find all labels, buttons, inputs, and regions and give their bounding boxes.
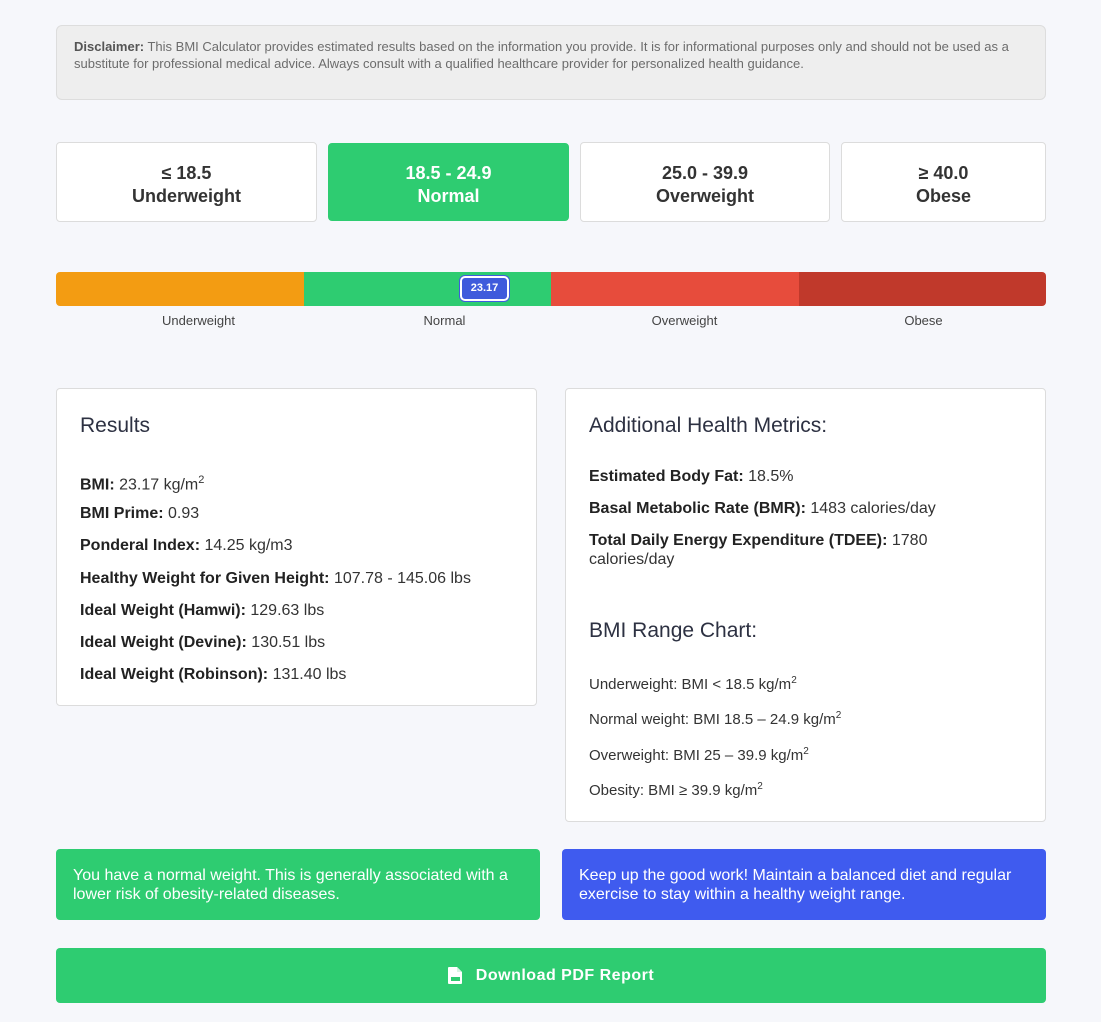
health-metrics-title: Additional Health Metrics: xyxy=(589,414,828,437)
ideal-weight-hamwi-value: 129.63 lbs xyxy=(245,602,325,619)
health-metrics-panel xyxy=(565,388,1046,822)
category-card-obese xyxy=(841,142,1046,222)
ponderal-index-row xyxy=(80,536,293,555)
ideal-weight-robinson-row xyxy=(80,665,346,684)
range-overweight xyxy=(589,746,809,764)
ideal-weight-devine-label: Ideal Weight (Devine): xyxy=(80,634,247,651)
range-underweight-text: Underweight: BMI < 18.5 kg/m xyxy=(589,676,792,693)
bmi-unit-exponent: 2 xyxy=(198,474,205,486)
bmr-label: Basal Metabolic Rate (BMR): xyxy=(589,500,806,517)
bmi-prime-value: 0.93 xyxy=(163,505,200,522)
advice-message: Keep up the good work! Maintain a balanced diet and regular exercise to stay within a healthy weight range. xyxy=(562,849,1046,920)
body-fat-label: Estimated Body Fat: xyxy=(589,468,744,485)
bmr-value: 1483 calories/day xyxy=(805,500,936,517)
category-name: Underweight xyxy=(131,186,241,206)
category-name: Normal xyxy=(417,186,480,206)
range-overweight-text: Overweight: BMI 25 – 39.9 kg/m xyxy=(589,747,804,764)
scale-segment-underweight xyxy=(56,272,304,306)
tdee-value: 1780 xyxy=(887,532,928,549)
range-exponent: 2 xyxy=(757,781,763,792)
download-pdf-label: Download PDF Report xyxy=(475,966,655,984)
category-card-overweight xyxy=(580,142,830,222)
tdee-unit: calories/day xyxy=(589,551,675,568)
download-pdf-button[interactable] xyxy=(56,948,1046,1003)
scale-label-underweight: Underweight xyxy=(162,313,235,328)
bmi-scale-bar xyxy=(56,272,1046,306)
healthy-weight-label: Healthy Weight for Given Height: xyxy=(80,570,330,587)
weight-status-message: You have a normal weight. This is generally associated with a lower risk of obesity-related diseases. xyxy=(56,849,540,920)
scale-segment-obese xyxy=(799,272,1047,306)
range-exponent: 2 xyxy=(803,746,809,757)
ideal-weight-devine-row xyxy=(80,633,325,652)
ideal-weight-robinson-value: 131.40 lbs xyxy=(268,666,347,683)
disclaimer-label: Disclaimer: xyxy=(74,39,145,54)
bmr-row xyxy=(589,499,936,518)
category-range: ≤ 18.5 xyxy=(161,163,212,183)
body-fat-value: 18.5% xyxy=(743,468,794,485)
range-obesity-text: Obesity: BMI ≥ 39.9 kg/m xyxy=(589,782,758,799)
category-range: 25.0 - 39.9 xyxy=(661,163,749,183)
category-range: ≥ 40.0 xyxy=(918,163,969,183)
category-card-underweight xyxy=(56,142,317,222)
scale-segment-overweight xyxy=(551,272,799,306)
tdee-row xyxy=(589,531,1019,569)
range-normal-text: Normal weight: BMI 18.5 – 24.9 kg/m xyxy=(589,711,836,728)
ideal-weight-hamwi-label: Ideal Weight (Hamwi): xyxy=(80,602,246,619)
scale-segment-normal xyxy=(304,272,552,306)
range-exponent: 2 xyxy=(791,675,797,686)
bmi-value: 23.17 kg/m xyxy=(114,476,199,494)
results-title: Results xyxy=(80,414,151,437)
disclaimer-box xyxy=(56,25,1046,100)
ponderal-index-label: Ponderal Index: xyxy=(80,537,201,554)
disclaimer-text: This BMI Calculator provides estimated results based on the information you provide. It is for informational purposes only and should not be used as a substitute for professional medical advice. Always consult with a qualified healthcare provider for personalized health guidance. xyxy=(74,39,1009,71)
results-panel xyxy=(56,388,537,706)
bmi-label: BMI: xyxy=(80,476,115,494)
category-name: Obese xyxy=(915,186,972,206)
ponderal-index-value: 14.25 kg/m3 xyxy=(200,537,293,554)
ideal-weight-devine-value: 130.51 lbs xyxy=(246,634,326,651)
scale-label-overweight: Overweight xyxy=(651,313,718,328)
range-underweight xyxy=(589,675,797,693)
range-obesity xyxy=(589,781,763,799)
category-card-normal xyxy=(328,143,569,221)
ideal-weight-hamwi-row xyxy=(80,601,324,620)
range-exponent: 2 xyxy=(835,710,842,721)
healthy-weight-row xyxy=(80,569,471,588)
bmi-range-chart-title: BMI Range Chart: xyxy=(589,619,758,642)
bmi-row xyxy=(80,471,204,494)
healthy-weight-value: 107.78 - 145.06 lbs xyxy=(329,570,471,587)
ideal-weight-robinson-label: Ideal Weight (Robinson): xyxy=(80,666,269,683)
range-normal xyxy=(589,710,841,728)
pdf-file-icon xyxy=(448,967,462,984)
scale-label-obese: Obese xyxy=(904,313,943,328)
category-range: 18.5 - 24.9 xyxy=(405,163,492,183)
bmi-scale-marker: 23.17 xyxy=(460,276,509,301)
scale-label-normal: Normal xyxy=(423,313,466,328)
bmi-prime-row xyxy=(80,504,199,523)
bmi-prime-label: BMI Prime: xyxy=(80,505,164,522)
tdee-label: Total Daily Energy Expenditure (TDEE): xyxy=(589,532,888,549)
category-name: Overweight xyxy=(655,186,755,206)
body-fat-row xyxy=(589,467,794,486)
